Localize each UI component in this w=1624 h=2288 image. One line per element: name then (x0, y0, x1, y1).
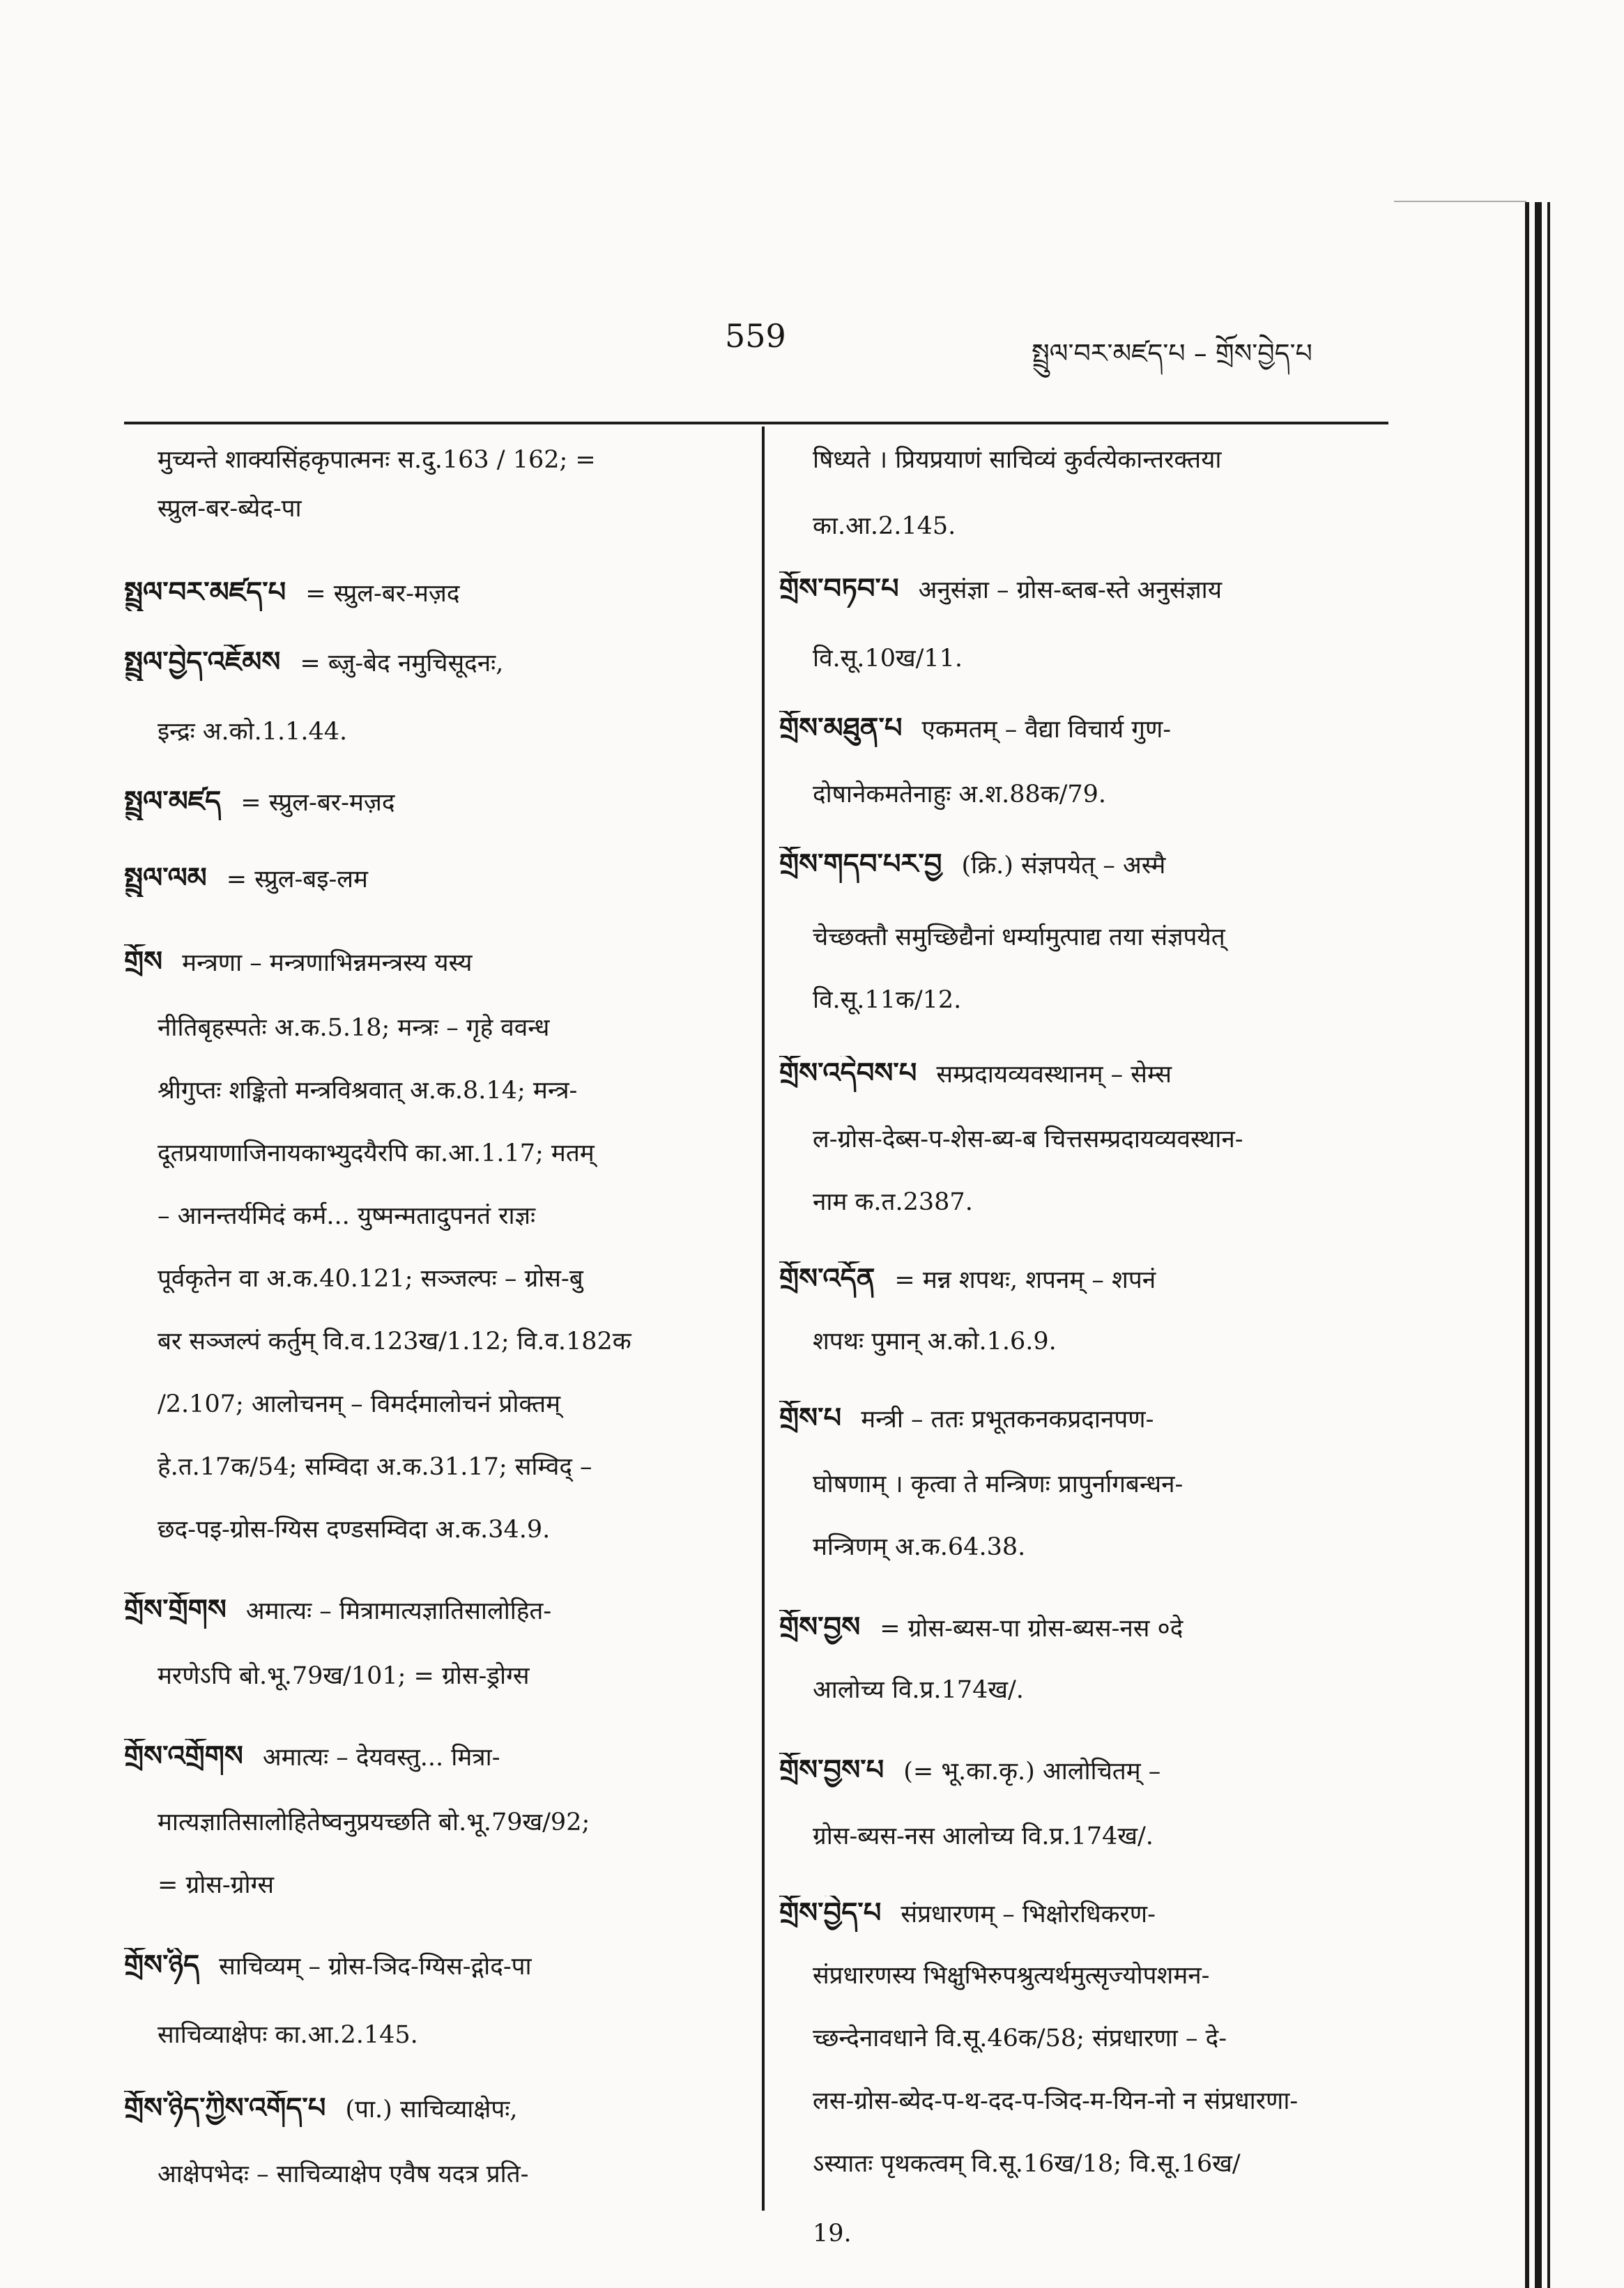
page-number: 559 (725, 317, 786, 355)
entry-text: ल-ग्रोस-देब्स-प-शेस-ब्य-ब चित्तसम्प्रदायव्यवस्थान- (813, 1126, 1243, 1153)
entry-text: 19. (813, 2220, 852, 2248)
tibetan-lemma: སྤྲུལ་མཛད (124, 785, 222, 817)
entry-text-line (779, 983, 1379, 1018)
entry-text-line (779, 1122, 1379, 1157)
entry-text-line (779, 641, 1379, 676)
entry-text-line (779, 2216, 1379, 2251)
entry-headword-line (779, 847, 1379, 883)
entry-text-line (124, 1512, 736, 1547)
tibetan-lemma: གྲོས་བྱས (779, 1611, 861, 1643)
entry-text: घोषणाम् । कृत्वा ते मन्त्रिणः प्रापुर्नागबन्धन- (813, 1471, 1183, 1498)
entry-text: मन्त्रणा – मन्त्रणाभिन्नमन्त्रस्य यस्य (182, 949, 473, 977)
entry-text-line (779, 2021, 1379, 2056)
entry-text: ऽस्यातः पृथकत्वम् वि.सू.16ख/18; वि.सू.16ख/ (813, 2150, 1241, 2178)
entry-text: (पा.) साचिव्याक्षेपः, (345, 2096, 518, 2124)
entry-text: वि.सू.11क/12. (813, 986, 962, 1014)
entry-text-line (124, 1868, 736, 1903)
entry-text: लस-ग्रोस-ब्येद-प-थ-दद-प-ञिद-म-यिन-नो न संप्रधारणा- (813, 2087, 1299, 2115)
entry-text: इन्द्रः अ.को.1.1.44. (158, 718, 348, 746)
entry-headword-line (779, 1401, 1379, 1437)
entry-headword-line (779, 1261, 1379, 1298)
entry-text: साचिव्याक्षेपः का.आ.2.145. (158, 2021, 418, 2049)
entry-text: आलोच्य वि.प्र.174ख/. (813, 1676, 1024, 1704)
entry-text-line (779, 1324, 1379, 1359)
entry-text: संप्रधारणस्य भिक्षुभिरुपश्रुत्यर्थमुत्सृज्योपशमन- (813, 1962, 1210, 1990)
entry-text-line (124, 1659, 736, 1694)
entry-text-line (779, 2084, 1379, 2119)
entry-text-line (124, 1073, 736, 1108)
entry-text-line (124, 1261, 736, 1296)
entry-text: = स्प्रुल-बर-मज़द (240, 789, 395, 817)
entry-text: = स्प्रुल-बइ-लम (226, 866, 368, 893)
entry-text-line (779, 2147, 1379, 2181)
entry-text-line (779, 443, 1379, 477)
tibetan-lemma: གྲོས་ཉིད (124, 1949, 200, 1981)
entry-text-line (124, 714, 736, 749)
entry-headword-line (779, 1896, 1379, 1932)
entry-text: का.आ.2.145. (813, 512, 956, 540)
entry-text: = ग्रोस-ब्यस-पा ग्रोस-ब्यस-नस ०दे (880, 1615, 1183, 1643)
entry-headword-line (124, 1592, 736, 1629)
entry-text: नाम क.त.2387. (813, 1188, 973, 1216)
entry-text-line (124, 1805, 736, 1840)
entry-headword-line (779, 1610, 1379, 1646)
entry-text-line (779, 1673, 1379, 1707)
entry-text: स्प्रुल-बर-ब्येद-पा (158, 495, 302, 523)
entry-text-line (124, 443, 736, 477)
entry-text: अनुसंज्ञा – ग्रोस-ब्तब-स्ते अनुसंज्ञाय (918, 576, 1223, 604)
entry-text: बर सञ्जल्पं कर्तुम् वि.व.123ख/1.12; वि.व.182क (158, 1328, 631, 1356)
entry-text: चेच्छक्तौ समुच्छिद्यैनां धर्म्यामुत्पाद्य तया संज्ञपयेत् (813, 923, 1225, 951)
tibetan-lemma: གྲོས་མཐུན་པ (779, 712, 903, 744)
entry-text-line (779, 1958, 1379, 1993)
entry-headword-line (124, 1739, 736, 1775)
entry-text-line (124, 1387, 736, 1422)
entry-text: षिध्यते । प्रियप्रयाणं साचिव्यं कुर्वत्येकान्तरक्तया (813, 446, 1222, 474)
entry-headword-line (124, 944, 736, 981)
scan-edge-bar (1547, 202, 1550, 2288)
entry-text: मात्यज्ञातिसालोहितेष्वनुप्रयच्छति बो.भू.79ख/92; (158, 1809, 590, 1836)
entry-text: नीतिबृहस्पतेः अ.क.5.18; मन्त्रः – गृहे ववन्ध (158, 1014, 550, 1042)
entry-text: = मन्न शपथः, शपनम् – शपनं (894, 1266, 1156, 1294)
entry-text-line (124, 1199, 736, 1234)
entry-text-line (124, 1324, 736, 1359)
tibetan-lemma: གྲོས (124, 946, 163, 978)
entry-text: (= भू.का.कृ.) आलोचितम् – (903, 1758, 1161, 1786)
entry-headword-line (779, 1056, 1379, 1092)
entry-text: संप्रधारणम् – भिक्षोरधिकरण- (901, 1901, 1156, 1928)
entry-text: हे.त.17क/54; सम्विदा अ.क.31.17; सम्विद् – (158, 1453, 592, 1481)
entry-text-line (779, 1185, 1379, 1220)
entry-text: (क्रि.) संज्ञपयेत् – अस्मै (961, 852, 1166, 880)
entry-text-line (124, 1136, 736, 1171)
entry-text: = ब्ज़ु-बेद नमुचिसूदनः, (300, 650, 504, 677)
entry-text-line (124, 2157, 736, 2192)
entry-text: साचिव्यम् – ग्रोस-ञिद-ग्यिस-द्गोद-पा (219, 1953, 532, 1981)
entry-text: सम्प्रदायव्यवस्थानम् – सेम्स (936, 1061, 1172, 1089)
entry-text: अमात्यः – मित्रामात्यज्ञातिसालोहित- (245, 1597, 552, 1625)
entry-text: शपथः पुमान् अ.को.1.6.9. (813, 1328, 1057, 1356)
tibetan-lemma: གྲོས་བཏབ་པ (779, 573, 899, 605)
entry-text: = स्प्रुल-बर-मज़द (305, 580, 460, 608)
entry-text-line (779, 509, 1379, 544)
entry-text: पूर्वकृतेन वा अ.क.40.121; सञ्जल्पः – ग्रोस-बु (158, 1265, 583, 1293)
entry-text-line (779, 920, 1379, 955)
header-rule (124, 422, 1388, 424)
tibetan-lemma: སྤྲུལ་བྱེད་འཇོམས (124, 646, 281, 678)
tibetan-lemma: སྤྲུལ་བར་མཛད་པ (124, 576, 286, 608)
tibetan-lemma: གྲོས་འདོན (779, 1263, 875, 1295)
tibetan-lemma: གྲོས་གདབ་པར་བྱ (779, 848, 942, 880)
tibetan-lemma: གྲོས་འགྲོགས (124, 1740, 243, 1772)
entry-headword-line (124, 1948, 736, 1984)
entry-text: एकमतम् – वैद्या विचार्य गुण- (921, 716, 1172, 744)
entry-text: दोषानेकमतेनाहुः अ.श.88क/79. (813, 781, 1107, 808)
entry-text-line (124, 1450, 736, 1484)
entry-text-line (779, 1467, 1379, 1502)
tibetan-lemma: གྲོས་གྲོགས (124, 1594, 227, 1626)
tibetan-lemma: གྲོས་བྱེད་པ (779, 1897, 882, 1929)
entry-text-line (779, 1530, 1379, 1565)
entry-text-line (124, 2018, 736, 2052)
entry-text-line (124, 491, 736, 526)
entry-headword-line (124, 861, 736, 897)
tibetan-lemma: གྲོས་ཉིད་ཀྱིས་འགོད་པ (124, 2092, 326, 2124)
entry-text: ग्रोस-ब्यस-नस आलोच्य वि.प्र.174ख/. (813, 1822, 1154, 1850)
entry-text: मन्त्री – ततः प्रभूतकनकप्रदानपण- (861, 1406, 1154, 1434)
entry-text-line (779, 777, 1379, 812)
tibetan-lemma: སྤྲུལ་ལམ (124, 862, 207, 894)
running-head: སྤྲུལ་བར་མཛད་པ – གྲོས་བྱེད་པ (1032, 338, 1312, 369)
entry-text: मरणेऽपि बो.भू.79ख/101; = ग्रोस-ड्रोग्स (158, 1662, 530, 1690)
entry-text: च्छन्देनावधाने वि.सू.46क/58; संप्रधारणा – दे- (813, 2025, 1227, 2052)
entry-text: छद-पइ-ग्रोस-ग्यिस दण्डसम्विदा अ.क.34.9. (158, 1516, 551, 1544)
entry-text: श्रीगुप्तः शङ्कितो मन्त्रविश्रवात् अ.क.8.14; मन्त्र- (158, 1077, 578, 1105)
entry-text: मन्त्रिणम् अ.क.64.38. (813, 1533, 1026, 1561)
entry-headword-line (124, 2091, 736, 2127)
entry-headword-line (124, 575, 736, 611)
entry-text-line (779, 1819, 1379, 1854)
scan-edge-bar (1525, 202, 1529, 2288)
entry-text: दूतप्रयाणाजिनायकाभ्युदयैरपि का.आ.1.17; मतम् (158, 1139, 595, 1167)
entry-headword-line (124, 784, 736, 820)
entry-headword-line (779, 571, 1379, 608)
entry-text: /2.107; आलोचनम् – विमर्दमालोचनं प्रोक्तम् (158, 1390, 561, 1418)
entry-text: मुच्यन्ते शाक्यसिंहकृपात्मनः स.दु.163 / 162; = (158, 446, 596, 474)
scan-edge-mark (1394, 201, 1526, 202)
tibetan-lemma: གྲོས་འདེབས་པ (779, 1057, 917, 1089)
entry-text-line (124, 1011, 736, 1045)
tibetan-lemma: གྲོས་བྱས་པ (779, 1754, 884, 1786)
column-divider (762, 427, 765, 2211)
entry-text: – आनन्तर्यमिदं कर्म... युष्मन्मतादुपनतं राज्ञः (158, 1202, 536, 1230)
entry-text: वि.सू.10ख/11. (813, 645, 963, 673)
entry-headword-line (779, 711, 1379, 747)
entry-text: = ग्रोस-ग्रोग्स (158, 1871, 275, 1899)
tibetan-lemma: གྲོས་པ (779, 1402, 842, 1434)
entry-text: अमात्यः – देयवस्तु... मित्रा- (262, 1744, 500, 1772)
entry-headword-line (124, 645, 736, 681)
scan-edge-bar (1535, 202, 1542, 2288)
entry-text: आक्षेपभेदः – साचिव्याक्षेप एवैष यदत्र प्रति- (158, 2160, 529, 2188)
entry-headword-line (779, 1753, 1379, 1789)
